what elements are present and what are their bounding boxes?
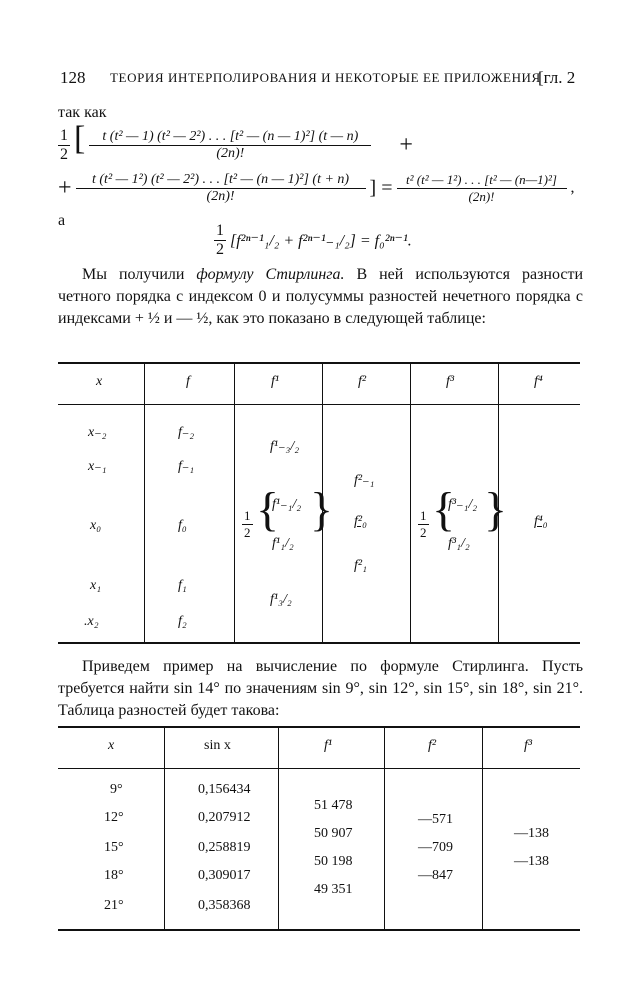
a-word: а xyxy=(58,212,66,229)
cell: f₋₁ xyxy=(178,459,195,474)
cell: f³₁/₂ xyxy=(448,536,470,551)
cell: 21° xyxy=(104,898,124,913)
cell: f²₀ xyxy=(354,514,367,529)
cell: 50 907 xyxy=(314,826,353,841)
cell: —709 xyxy=(418,840,453,855)
cell: f¹₋₃/₂ xyxy=(270,439,300,454)
plus-sign: + xyxy=(399,131,413,158)
cell: x₋₁ xyxy=(88,459,107,474)
cell: 0,258819 xyxy=(198,840,251,855)
cell: f⁴₀ xyxy=(534,514,548,529)
cell: f₁ xyxy=(178,578,187,593)
cell: f₂ xyxy=(178,614,187,629)
running-title: ТЕОРИЯ ИНТЕРПОЛИРОВАНИЯ И НЕКОТОРЫЕ ЕЕ ПРИЛОЖЕНИЯ xyxy=(110,70,541,85)
sine-differences-table xyxy=(58,726,580,930)
half-fraction: $\frac{1}{2}$ xyxy=(60,126,68,163)
cell: —847 xyxy=(418,868,453,883)
brace-right: } xyxy=(484,483,508,536)
cell: 49 351 xyxy=(314,882,353,897)
cell: 0,309017 xyxy=(198,868,251,883)
col-header-f4: f⁴ xyxy=(534,374,543,389)
cell: 18° xyxy=(104,868,124,883)
cell: f₀ xyxy=(178,518,187,533)
col-header-f2: f² xyxy=(358,374,367,389)
cell: x₀ xyxy=(90,518,102,533)
half-fraction: $\frac{1}{2}$ xyxy=(420,508,427,540)
brace-left: { xyxy=(256,483,280,536)
cell: f³₋₁/₂ xyxy=(448,497,478,512)
stirling-formula-emph: формулу Стирлинга. xyxy=(196,266,345,283)
formula3-expr: [f²ⁿ⁻¹₁/₂ + f²ⁿ⁻¹₋₁/₂] = f₀²ⁿ⁻¹. xyxy=(230,232,412,250)
cell: f¹₁/₂ xyxy=(272,536,294,551)
half-fraction: $\frac{1}{2}$ xyxy=(216,222,224,258)
cell: f¹₋₁/₂ xyxy=(272,497,302,512)
cell: 0,207912 xyxy=(198,810,251,825)
col-header-f1: f¹ xyxy=(271,374,280,389)
cell: 15° xyxy=(104,840,124,855)
cell: .x₂ xyxy=(84,614,99,629)
chapter-marker: [гл. 2 xyxy=(538,68,576,87)
cell: 0,358368 xyxy=(198,898,251,913)
cell: 50 198 xyxy=(314,854,353,869)
cell: —138 xyxy=(514,826,549,841)
col-header-f1: f¹ xyxy=(324,738,333,753)
col-header-f3: f³ xyxy=(446,374,455,389)
cell: x₋₂ xyxy=(88,425,107,440)
col-header-f3: f³ xyxy=(524,738,533,753)
close-equals: ] = xyxy=(369,177,393,199)
col-header-x: x xyxy=(108,738,115,753)
formula-line-1 xyxy=(58,122,413,164)
cell: —138 xyxy=(514,854,549,869)
cell: 51 478 xyxy=(314,798,353,813)
formula-line-2: + $\frac{\text{t (t² — 1²) (t² — 2²) . . . [t² — (n — 1)²] (t + n)}}{(2n)!}$ ] = $\frac{\text{t² (t² — 1²) . . . [t² — (n—1)²]}}{(2n)!}$ , xyxy=(58,172,575,204)
plus-sign: + xyxy=(58,175,72,201)
half-fraction: $\frac{1}{2}$ xyxy=(244,508,251,540)
cell: x₁ xyxy=(90,578,102,593)
cell: 0,156434 xyxy=(198,782,251,797)
bracket-open: [ xyxy=(74,120,86,157)
cell: f²₋₁ xyxy=(354,473,375,488)
cell: f₋₂ xyxy=(178,425,195,440)
col-header-f: f xyxy=(186,374,190,389)
cell: —571 xyxy=(418,812,453,827)
paragraph-example: Приведем пример на вычисление по формуле Стирлинга. Пусть требуется найти sin 14° по значениям sin 9°, sin 12°, sin 15°, sin 18°, sin 21°. Таблица разностей будет такова: xyxy=(58,658,583,719)
brace-left: { xyxy=(432,483,456,536)
intro-text: так как xyxy=(58,104,107,121)
formula2-rhs: $\frac{\text{t² (t² — 1²) . . . [t² — (n—1)²]}}{(2n)!}$ xyxy=(397,172,567,205)
cell: 9° xyxy=(110,782,123,797)
formula1-fraction: $\frac{\text{t (t² — 1) (t² — 2²) . . . [t² — (n — 1)²] (t — n)}}{(2n)!}$ xyxy=(89,129,371,162)
formula-line-3 xyxy=(214,222,412,259)
cell: 12° xyxy=(104,810,124,825)
page-number: 128 xyxy=(60,68,86,87)
brace-right: } xyxy=(310,483,334,536)
cell: f¹₃/₂ xyxy=(270,592,292,607)
col-header-sinx: sin x xyxy=(204,738,231,753)
difference-scheme-table xyxy=(58,362,580,643)
formula2-fraction: $\frac{\text{t (t² — 1²) (t² — 2²) . . . [t² — (n — 1)²] (t + n)}}{(2n)!}$ xyxy=(76,172,366,205)
cell: f²₁ xyxy=(354,558,367,573)
col-header-x: x xyxy=(96,374,103,389)
col-header-f2: f² xyxy=(428,738,437,753)
paragraph-stirling: Мы получили формулу Стирлинга. В ней используются разности четного порядка с индексом 0 и полусуммы разностей нечетного порядка с индексами + ½ и — ½, как это показано в следующей таблице: xyxy=(58,266,584,327)
